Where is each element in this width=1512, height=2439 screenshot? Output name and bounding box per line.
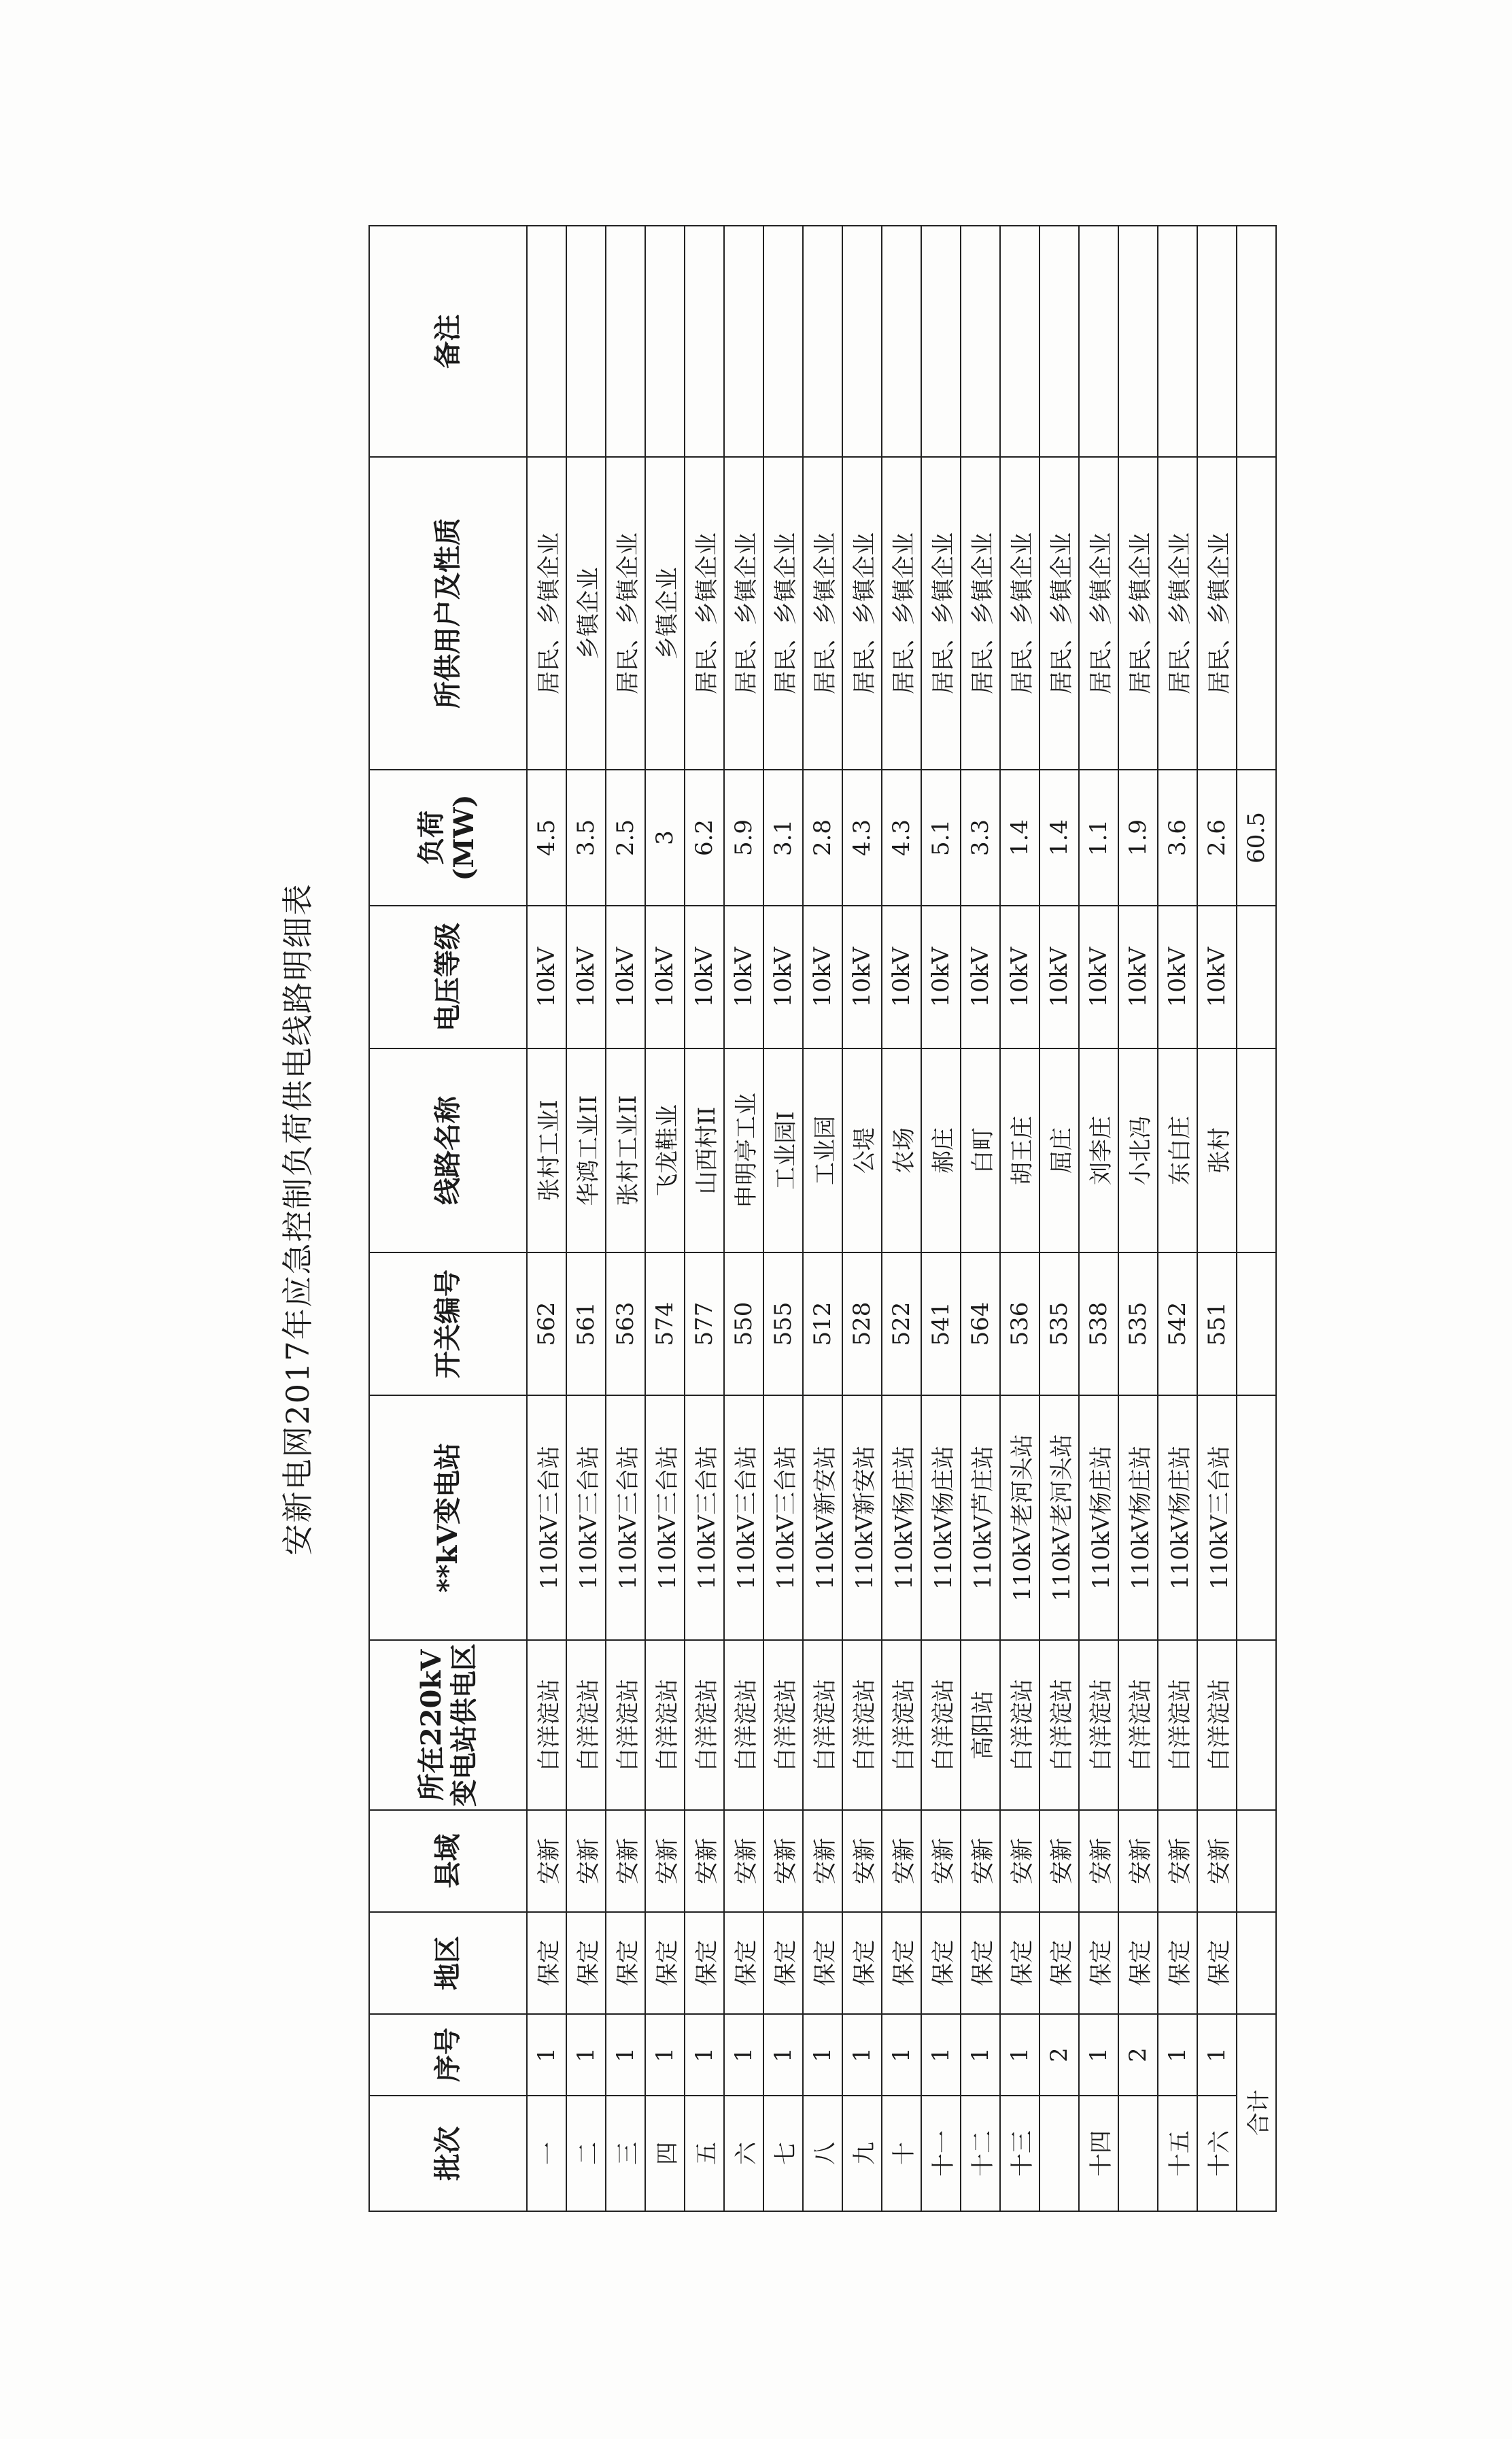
table-cell: 10kV <box>803 906 842 1048</box>
empty-cell <box>1237 1810 1276 1912</box>
table-cell: 安新 <box>842 1810 882 1912</box>
table-cell: 申明亭工业 <box>724 1048 763 1252</box>
table-cell: 保定 <box>1158 1912 1197 2014</box>
table-cell: 安新 <box>606 1810 645 1912</box>
table-cell: 10kV <box>724 906 763 1048</box>
table-cell <box>1118 2096 1158 2211</box>
table-cell <box>527 226 566 457</box>
table-cell: 1 <box>566 2014 606 2096</box>
table-cell: 白洋淀站 <box>1158 1640 1197 1810</box>
empty-cell <box>1237 1395 1276 1640</box>
table-cell: 乡镇企业 <box>645 457 685 770</box>
column-header: 所在220kV变电站供电区 <box>369 1640 527 1810</box>
table-cell: 白洋淀站 <box>842 1640 882 1810</box>
table-cell <box>842 226 882 457</box>
column-header: 所供用户及性质 <box>369 457 527 770</box>
table-cell: 居民、乡镇企业 <box>685 457 724 770</box>
empty-cell <box>1237 906 1276 1048</box>
table-cell: 4.3 <box>882 770 921 906</box>
table-cell: 白洋淀站 <box>1079 1640 1118 1810</box>
table-cell <box>566 226 606 457</box>
table-cell <box>882 226 921 457</box>
table-cell: 541 <box>921 1252 961 1395</box>
table-cell: 535 <box>1040 1252 1079 1395</box>
table-cell: 110kV杨庄站 <box>1079 1395 1118 1640</box>
column-header: 备注 <box>369 226 527 457</box>
table-cell: 110kV新安站 <box>803 1395 842 1640</box>
table-row <box>1079 226 1118 2211</box>
table-cell: 居民、乡镇企业 <box>882 457 921 770</box>
table-row <box>685 226 724 2211</box>
table-cell: 保定 <box>961 1912 1000 2014</box>
table-cell: 551 <box>1197 1252 1237 1395</box>
column-header: 开关编号 <box>369 1252 527 1395</box>
table-cell: 1 <box>1079 2014 1118 2096</box>
table-cell: 561 <box>566 1252 606 1395</box>
table-cell: 保定 <box>645 1912 685 2014</box>
table-cell: 保定 <box>685 1912 724 2014</box>
table-cell: 保定 <box>842 1912 882 2014</box>
table-cell: 居民、乡镇企业 <box>1079 457 1118 770</box>
table-cell: 562 <box>527 1252 566 1395</box>
table-cell: 577 <box>685 1252 724 1395</box>
table-cell: 白洋淀站 <box>921 1640 961 1810</box>
table-cell: 胡王庄 <box>1000 1048 1040 1252</box>
table-cell: 白洋淀站 <box>685 1640 724 1810</box>
table-cell <box>1000 226 1040 457</box>
table-cell: 安新 <box>961 1810 1000 1912</box>
empty-cell <box>1237 1912 1276 2014</box>
table-cell: 十三 <box>1000 2096 1040 2211</box>
table-cell: 10kV <box>882 906 921 1048</box>
table-cell: 七 <box>763 2096 803 2211</box>
table-cell: 安新 <box>763 1810 803 1912</box>
table-cell: 安新 <box>685 1810 724 1912</box>
column-header: 县域 <box>369 1810 527 1912</box>
table-cell: 10kV <box>961 906 1000 1048</box>
table-header <box>369 226 527 2211</box>
table-cell: 3.6 <box>1158 770 1197 906</box>
table-cell: 10kV <box>606 906 645 1048</box>
table-cell: 居民、乡镇企业 <box>961 457 1000 770</box>
table-cell: 十 <box>882 2096 921 2211</box>
table-cell: 高阳站 <box>961 1640 1000 1810</box>
table-cell: 3.1 <box>763 770 803 906</box>
table-cell: 保定 <box>1079 1912 1118 2014</box>
empty-cell <box>1237 1048 1276 1252</box>
table-cell: 白洋淀站 <box>645 1640 685 1810</box>
table-cell: 安新 <box>527 1810 566 1912</box>
table-cell: 保定 <box>803 1912 842 2014</box>
table-cell: 十四 <box>1079 2096 1118 2211</box>
table-cell: 工业园I <box>763 1048 803 1252</box>
table-cell <box>645 226 685 457</box>
table-cell: 安新 <box>921 1810 961 1912</box>
table-body <box>527 226 1276 2211</box>
table-row <box>1158 226 1197 2211</box>
table-row <box>1118 226 1158 2211</box>
table-cell: 564 <box>961 1252 1000 1395</box>
column-header: 批次 <box>369 2096 527 2211</box>
table-cell: 1 <box>803 2014 842 2096</box>
table-cell <box>1158 226 1197 457</box>
table-cell: 10kV <box>527 906 566 1048</box>
table-cell <box>606 226 645 457</box>
table-cell: 居民、乡镇企业 <box>921 457 961 770</box>
table-cell <box>1079 226 1118 457</box>
table-cell: 小北冯 <box>1118 1048 1158 1252</box>
table-cell: 1 <box>606 2014 645 2096</box>
column-header: 序号 <box>369 2014 527 2096</box>
table-cell: 公堤 <box>842 1048 882 1252</box>
table-cell <box>1040 2096 1079 2211</box>
table-cell: 居民、乡镇企业 <box>1118 457 1158 770</box>
table-cell: 刘李庄 <box>1079 1048 1118 1252</box>
table-cell: 十五 <box>1158 2096 1197 2211</box>
table-row <box>1040 226 1079 2211</box>
table-row <box>724 226 763 2211</box>
table-cell: 八 <box>803 2096 842 2211</box>
table-cell: 10kV <box>685 906 724 1048</box>
table-cell: 110kV三台站 <box>527 1395 566 1640</box>
table-cell: 十二 <box>961 2096 1000 2211</box>
table-cell: 3.5 <box>566 770 606 906</box>
table-cell: 保定 <box>724 1912 763 2014</box>
table-cell: 4.5 <box>527 770 566 906</box>
table-cell: 张村工业II <box>606 1048 645 1252</box>
table-cell: 郝庄 <box>921 1048 961 1252</box>
table-cell: 563 <box>606 1252 645 1395</box>
table-cell: 保定 <box>1000 1912 1040 2014</box>
table-cell: 550 <box>724 1252 763 1395</box>
table-cell <box>1118 226 1158 457</box>
table-cell: 536 <box>1000 1252 1040 1395</box>
table-cell: 白洋淀站 <box>1118 1640 1158 1810</box>
table-cell: 110kV三台站 <box>685 1395 724 1640</box>
table-cell: 2.6 <box>1197 770 1237 906</box>
table-cell: 110kV三台站 <box>763 1395 803 1640</box>
table-cell: 10kV <box>1000 906 1040 1048</box>
total-row <box>1237 226 1276 2211</box>
table-cell <box>1040 226 1079 457</box>
table-cell: 安新 <box>724 1810 763 1912</box>
table-row <box>566 226 606 2211</box>
table-cell: 白洋淀站 <box>1040 1640 1079 1810</box>
table-cell: 十六 <box>1197 2096 1237 2211</box>
table-row <box>1197 226 1237 2211</box>
table-cell: 1 <box>882 2014 921 2096</box>
load-control-table <box>368 225 1277 2212</box>
empty-cell <box>1237 1640 1276 1810</box>
table-cell: 保定 <box>921 1912 961 2014</box>
table-cell: 安新 <box>1040 1810 1079 1912</box>
table-cell: 保定 <box>566 1912 606 2014</box>
table-cell: 白洋淀站 <box>1197 1640 1237 1810</box>
table-cell: 屈庄 <box>1040 1048 1079 1252</box>
table-cell: 110kV杨庄站 <box>921 1395 961 1640</box>
table-cell: 居民、乡镇企业 <box>842 457 882 770</box>
column-header: 线路名称 <box>369 1048 527 1252</box>
table-cell: 安新 <box>566 1810 606 1912</box>
header-row <box>369 226 527 2211</box>
table-cell: 3.3 <box>961 770 1000 906</box>
table-cell: 1 <box>1197 2014 1237 2096</box>
table-cell: 10kV <box>921 906 961 1048</box>
table-cell: 542 <box>1158 1252 1197 1395</box>
table-cell: 2.5 <box>606 770 645 906</box>
table-cell: 10kV <box>1118 906 1158 1048</box>
table-cell: 居民、乡镇企业 <box>763 457 803 770</box>
table-cell: 三 <box>606 2096 645 2211</box>
table-cell <box>961 226 1000 457</box>
table-row <box>527 226 566 2211</box>
table-cell: 1 <box>527 2014 566 2096</box>
table-cell: 1 <box>921 2014 961 2096</box>
table-cell: 一 <box>527 2096 566 2211</box>
table-cell: 1.9 <box>1118 770 1158 906</box>
table-cell: 居民、乡镇企业 <box>803 457 842 770</box>
table-cell: 110kV杨庄站 <box>1118 1395 1158 1640</box>
table-cell: 110kV芦庄站 <box>961 1395 1000 1640</box>
table-cell: 安新 <box>1158 1810 1197 1912</box>
table-cell: 居民、乡镇企业 <box>1197 457 1237 770</box>
table-cell: 10kV <box>566 906 606 1048</box>
table-cell <box>921 226 961 457</box>
total-load: 60.5 <box>1237 770 1276 906</box>
table-cell: 110kV三台站 <box>645 1395 685 1640</box>
table-cell: 110kV老河头站 <box>1040 1395 1079 1640</box>
table-cell: 110kV杨庄站 <box>1158 1395 1197 1640</box>
table-cell <box>763 226 803 457</box>
table-cell: 白洋淀站 <box>763 1640 803 1810</box>
table-cell: 居民、乡镇企业 <box>1158 457 1197 770</box>
table-row <box>882 226 921 2211</box>
table-cell: 2 <box>1040 2014 1079 2096</box>
table-cell: 110kV三台站 <box>606 1395 645 1640</box>
table-cell: 528 <box>842 1252 882 1395</box>
table-cell: 居民、乡镇企业 <box>724 457 763 770</box>
table-cell: 保定 <box>1118 1912 1158 2014</box>
table-cell: 保定 <box>1040 1912 1079 2014</box>
table-row <box>763 226 803 2211</box>
table-cell: 居民、乡镇企业 <box>527 457 566 770</box>
table-cell: 10kV <box>645 906 685 1048</box>
table-cell: 五 <box>685 2096 724 2211</box>
table-row <box>606 226 645 2211</box>
table-cell: 110kV老河头站 <box>1000 1395 1040 1640</box>
table-cell: 白洋淀站 <box>724 1640 763 1810</box>
table-cell: 10kV <box>1158 906 1197 1048</box>
table-row <box>921 226 961 2211</box>
table-cell: 10kV <box>763 906 803 1048</box>
table-cell: 555 <box>763 1252 803 1395</box>
table-cell: 1 <box>645 2014 685 2096</box>
table-cell: 5.1 <box>921 770 961 906</box>
table-cell: 保定 <box>1197 1912 1237 2014</box>
table-cell: 保定 <box>527 1912 566 2014</box>
table-cell: 安新 <box>803 1810 842 1912</box>
table-row <box>842 226 882 2211</box>
table-cell: 1.1 <box>1079 770 1118 906</box>
table-cell: 张村 <box>1197 1048 1237 1252</box>
table-cell: 安新 <box>1118 1810 1158 1912</box>
table-cell: 1 <box>1158 2014 1197 2096</box>
table-cell: 1.4 <box>1000 770 1040 906</box>
table-cell: 110kV三台站 <box>724 1395 763 1640</box>
table-cell: 1 <box>842 2014 882 2096</box>
empty-cell <box>1237 1252 1276 1395</box>
table-cell: 保定 <box>882 1912 921 2014</box>
table-cell: 居民、乡镇企业 <box>1000 457 1040 770</box>
table-cell: 安新 <box>1079 1810 1118 1912</box>
column-header: 电压等级 <box>369 906 527 1048</box>
table-cell: 白洋淀站 <box>527 1640 566 1810</box>
table-cell: 二 <box>566 2096 606 2211</box>
table-cell: 1.4 <box>1040 770 1079 906</box>
column-header: 负荷(MW) <box>369 770 527 906</box>
table-cell: 110kV新安站 <box>842 1395 882 1640</box>
table-cell: 张村工业I <box>527 1048 566 1252</box>
table-cell: 工业园 <box>803 1048 842 1252</box>
table-cell: 1 <box>685 2014 724 2096</box>
table-cell: 四 <box>645 2096 685 2211</box>
table-cell: 10kV <box>1079 906 1118 1048</box>
table-cell <box>685 226 724 457</box>
table-cell <box>1197 226 1237 457</box>
column-header: 地区 <box>369 1912 527 2014</box>
table-cell: 1 <box>961 2014 1000 2096</box>
table-cell: 2 <box>1118 2014 1158 2096</box>
table-row <box>1000 226 1040 2211</box>
table-cell: 512 <box>803 1252 842 1395</box>
table-cell: 535 <box>1118 1252 1158 1395</box>
rotated-document <box>273 199 1273 2239</box>
total-label: 合计 <box>1237 2014 1276 2211</box>
table-cell: 居民、乡镇企业 <box>1040 457 1079 770</box>
table-cell: 110kV三台站 <box>566 1395 606 1640</box>
document-title: 安新电网2017年应急控制负荷供电线路明细表 <box>279 883 316 1556</box>
table-cell: 白町 <box>961 1048 1000 1252</box>
table-cell: 安新 <box>882 1810 921 1912</box>
table-cell: 10kV <box>1040 906 1079 1048</box>
table-cell: 2.8 <box>803 770 842 906</box>
table-cell: 6.2 <box>685 770 724 906</box>
table-cell: 山西村II <box>685 1048 724 1252</box>
table-cell: 522 <box>882 1252 921 1395</box>
table-cell: 六 <box>724 2096 763 2211</box>
table-cell: 华鸿工业II <box>566 1048 606 1252</box>
table-cell: 白洋淀站 <box>1000 1640 1040 1810</box>
table-cell: 1 <box>763 2014 803 2096</box>
table-cell <box>803 226 842 457</box>
table-cell: 538 <box>1079 1252 1118 1395</box>
table-cell: 十一 <box>921 2096 961 2211</box>
table-cell: 白洋淀站 <box>606 1640 645 1810</box>
table-cell: 乡镇企业 <box>566 457 606 770</box>
table-cell: 白洋淀站 <box>566 1640 606 1810</box>
table-row <box>961 226 1000 2211</box>
table-cell: 4.3 <box>842 770 882 906</box>
table-cell: 东白庄 <box>1158 1048 1197 1252</box>
table-cell: 九 <box>842 2096 882 2211</box>
table-cell: 1 <box>1000 2014 1040 2096</box>
table-cell: 3 <box>645 770 685 906</box>
table-cell: 安新 <box>645 1810 685 1912</box>
table-cell: 574 <box>645 1252 685 1395</box>
table-cell: 10kV <box>1197 906 1237 1048</box>
table-cell: 110kV三台站 <box>1197 1395 1237 1640</box>
empty-cell <box>1237 457 1276 770</box>
table-row <box>645 226 685 2211</box>
table-cell: 飞龙鞋业 <box>645 1048 685 1252</box>
empty-cell <box>1237 226 1276 457</box>
table-cell: 白洋淀站 <box>803 1640 842 1810</box>
column-header: **kV变电站 <box>369 1395 527 1640</box>
table-cell: 10kV <box>842 906 882 1048</box>
table-cell: 白洋淀站 <box>882 1640 921 1810</box>
table-cell: 1 <box>724 2014 763 2096</box>
table-cell: 居民、乡镇企业 <box>606 457 645 770</box>
table-cell: 保定 <box>763 1912 803 2014</box>
table-cell: 安新 <box>1197 1810 1237 1912</box>
table-row <box>803 226 842 2211</box>
table-cell: 110kV杨庄站 <box>882 1395 921 1640</box>
table-cell: 5.9 <box>724 770 763 906</box>
table-cell: 保定 <box>606 1912 645 2014</box>
table-cell <box>724 226 763 457</box>
table-cell: 安新 <box>1000 1810 1040 1912</box>
table-cell: 农场 <box>882 1048 921 1252</box>
